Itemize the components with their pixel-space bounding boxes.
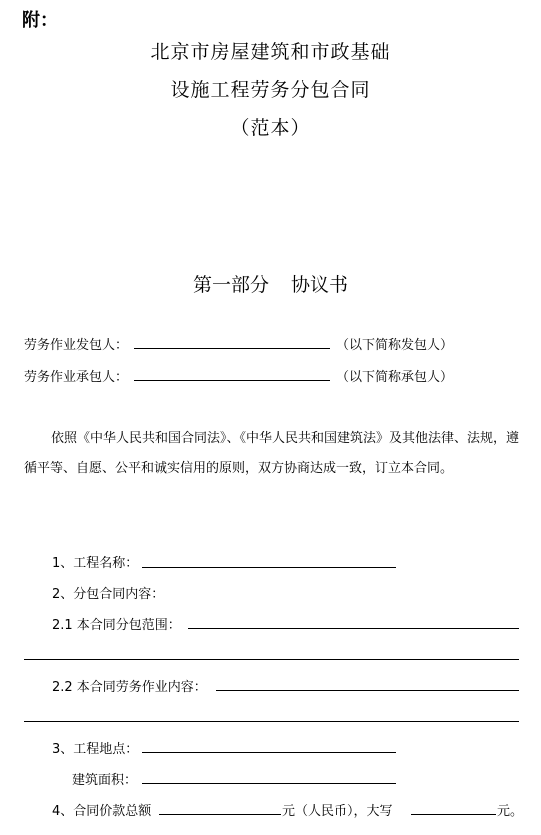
clause-3-label: 3、工程地点： <box>52 742 139 757</box>
scope-blank[interactable] <box>188 628 519 629</box>
clause-2-1-label: 2.1 本合同分包范围： <box>52 618 181 633</box>
building-area-blank[interactable] <box>142 783 396 784</box>
work-content-blank-line2[interactable] <box>24 721 519 722</box>
part-name: 协议书 <box>291 274 349 296</box>
clause-4-end: 元。 <box>497 804 524 819</box>
subcontractor-label: 劳务作业承包人： <box>24 370 129 385</box>
subcontractor-note: （以下简称承包人） <box>336 370 454 385</box>
clause-2-2-label: 2.2 本合同劳务作业内容： <box>52 680 207 695</box>
contract-title-line1: 北京市房屋建筑和市政基础 <box>150 41 391 63</box>
clause-4-label: 4、合同价款总额 <box>52 804 152 819</box>
contractor-note: （以下简称发包人） <box>336 338 454 353</box>
contractor-label: 劳务作业发包人： <box>24 338 129 353</box>
contractor-blank[interactable] <box>134 348 330 349</box>
attachment-label: 附： <box>22 10 58 31</box>
intro-paragraph: 依照《中华人民共和国合同法》、《中华人民共和国建筑法》及其他法律、法规，遵循平等、自愿、公平和诚实信用的原则，双方协商达成一致，订立本合同。 <box>24 431 520 476</box>
clause-1-label: 1、工程名称： <box>52 556 139 571</box>
subcontractor-blank[interactable] <box>134 380 330 381</box>
contract-title-line3: （范本） <box>230 117 311 139</box>
part-number: 第一部分 <box>192 274 269 296</box>
clause-2-label: 2、分包合同内容： <box>52 587 165 602</box>
contract-title-line2: 设施工程劳务分包合同 <box>170 79 371 101</box>
location-blank[interactable] <box>142 752 396 753</box>
price-figure-blank[interactable] <box>159 814 281 815</box>
project-name-blank[interactable] <box>142 567 396 568</box>
part-heading <box>0 270 541 297</box>
price-words-blank[interactable] <box>411 814 496 815</box>
scope-blank-line2[interactable] <box>24 659 519 660</box>
work-content-blank[interactable] <box>216 690 519 691</box>
building-area-label: 建筑面积： <box>72 773 138 788</box>
clause-4-unit: 元（人民币），大写 <box>282 804 393 819</box>
